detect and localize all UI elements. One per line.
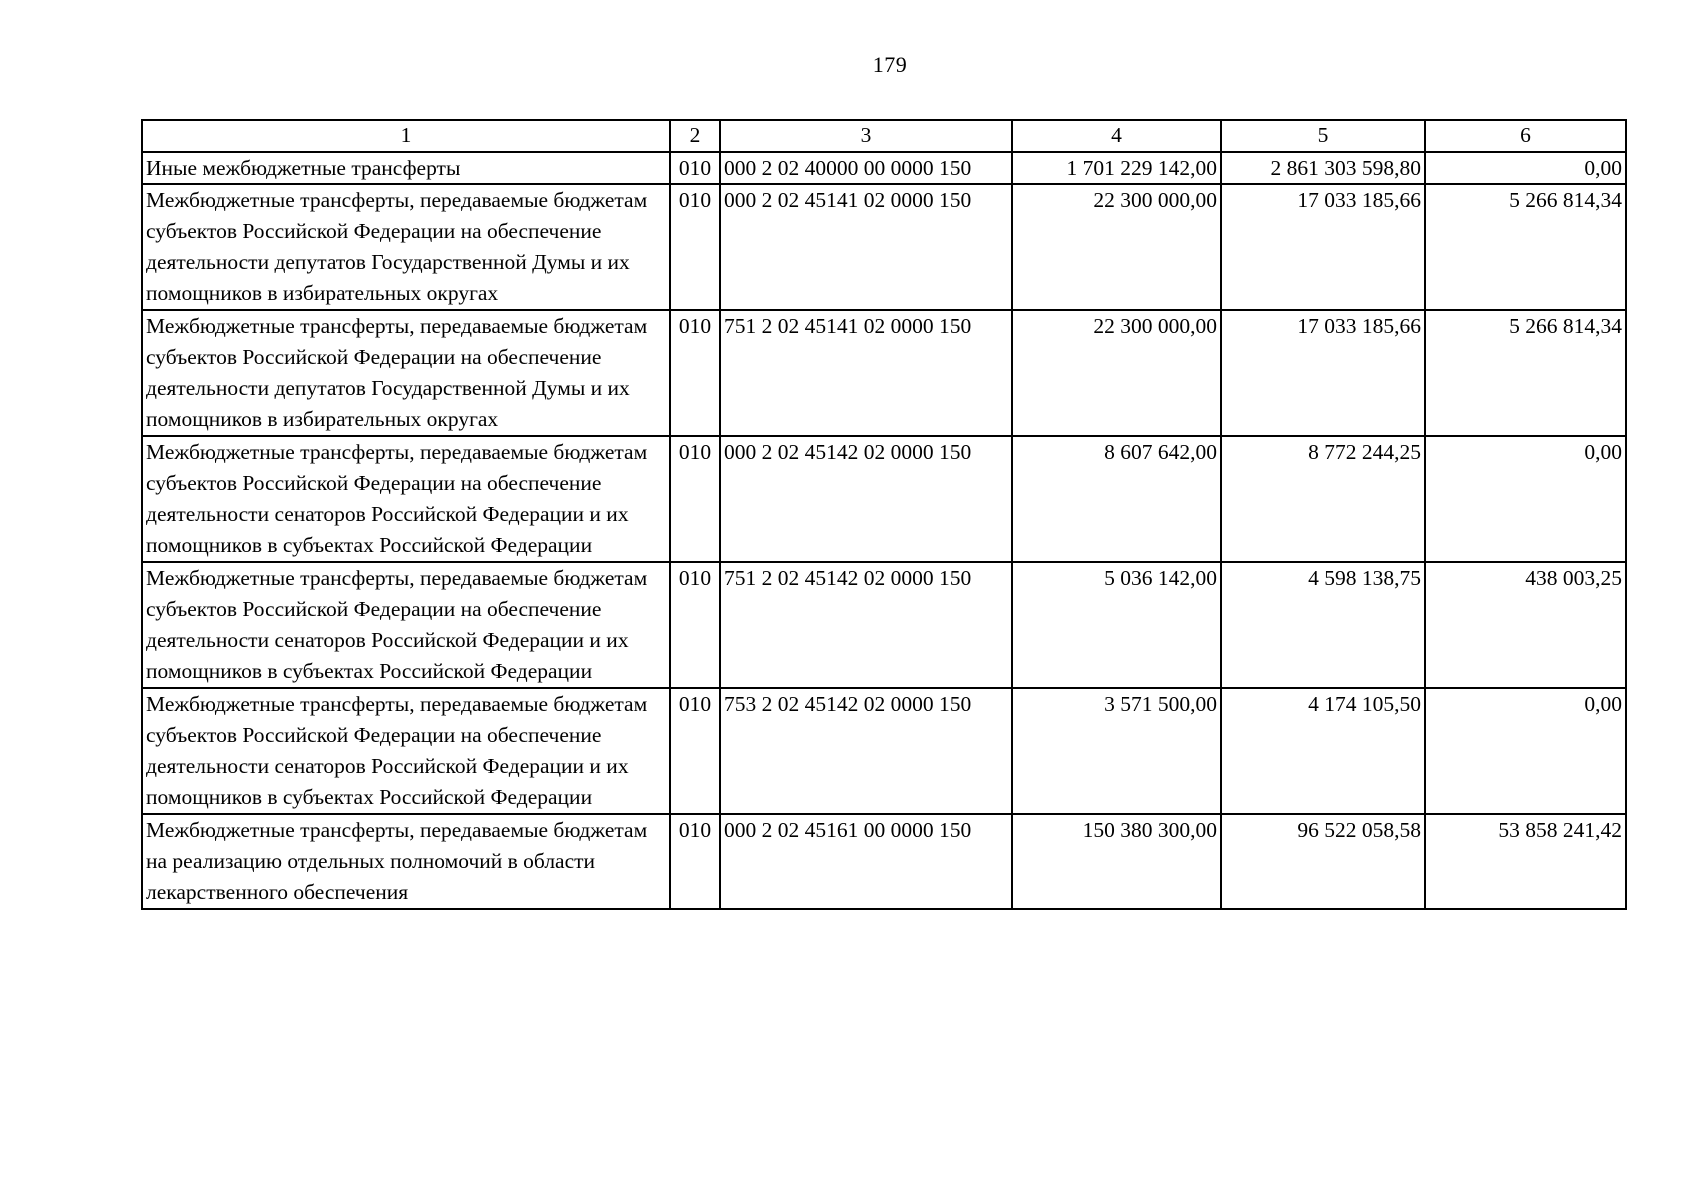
row-col4: 8 607 642,00 (1012, 436, 1221, 562)
page-number: 179 (872, 52, 908, 77)
header-col-4: 4 (1012, 120, 1221, 152)
header-col-2: 2 (670, 120, 720, 152)
row-line-code: 010 (670, 562, 720, 688)
row-line-code: 010 (670, 814, 720, 909)
row-col4: 1 701 229 142,00 (1012, 152, 1221, 184)
row-col4: 3 571 500,00 (1012, 688, 1221, 814)
row-name: Межбюджетные трансферты, передаваемые бюджетам на реализацию отдельных полномочий в области лекарственного обеспечения (142, 814, 670, 909)
row-kbk: 000 2 02 45161 00 0000 150 (720, 814, 1012, 909)
header-col-6: 6 (1425, 120, 1626, 152)
row-col6: 0,00 (1425, 688, 1626, 814)
table-row (142, 562, 1626, 688)
row-col6: 0,00 (1425, 436, 1626, 562)
row-col4: 22 300 000,00 (1012, 310, 1221, 436)
row-line-code: 010 (670, 152, 720, 184)
row-col6: 438 003,25 (1425, 562, 1626, 688)
row-col5: 2 861 303 598,80 (1221, 152, 1425, 184)
row-line-code: 010 (670, 688, 720, 814)
row-name: Межбюджетные трансферты, передаваемые бюджетам субъектов Российской Федерации на обеспечение деятельности сенаторов Российской Федерации и их помощников в субъектах Российской Федерации (142, 688, 670, 814)
row-name: Иные межбюджетные трансферты (142, 152, 670, 184)
row-name: Межбюджетные трансферты, передаваемые бюджетам субъектов Российской Федерации на обеспечение деятельности сенаторов Российской Федерации и их помощников в субъектах Российской Федерации (142, 436, 670, 562)
row-col6: 0,00 (1425, 152, 1626, 184)
header-col-5: 5 (1221, 120, 1425, 152)
row-col5: 17 033 185,66 (1221, 184, 1425, 310)
row-col6: 5 266 814,34 (1425, 184, 1626, 310)
row-col4: 150 380 300,00 (1012, 814, 1221, 909)
table-row (142, 688, 1626, 814)
row-col6: 5 266 814,34 (1425, 310, 1626, 436)
row-kbk: 000 2 02 40000 00 0000 150 (720, 152, 1012, 184)
table-row (142, 814, 1626, 909)
row-line-code: 010 (670, 436, 720, 562)
row-col5: 4 174 105,50 (1221, 688, 1425, 814)
header-row (142, 120, 1626, 152)
row-kbk: 751 2 02 45142 02 0000 150 (720, 562, 1012, 688)
table-row (142, 436, 1626, 562)
table-row (142, 310, 1626, 436)
row-kbk: 751 2 02 45141 02 0000 150 (720, 310, 1012, 436)
row-line-code: 010 (670, 310, 720, 436)
row-col6: 53 858 241,42 (1425, 814, 1626, 909)
row-name: Межбюджетные трансферты, передаваемые бюджетам субъектов Российской Федерации на обеспечение деятельности депутатов Государственной Думы и их помощников в избирательных округах (142, 184, 670, 310)
row-kbk: 753 2 02 45142 02 0000 150 (720, 688, 1012, 814)
row-line-code: 010 (670, 184, 720, 310)
row-kbk: 000 2 02 45141 02 0000 150 (720, 184, 1012, 310)
row-col4: 5 036 142,00 (1012, 562, 1221, 688)
budget-table (141, 119, 1627, 910)
row-kbk: 000 2 02 45142 02 0000 150 (720, 436, 1012, 562)
row-col5: 4 598 138,75 (1221, 562, 1425, 688)
table-row (142, 152, 1626, 184)
row-name: Межбюджетные трансферты, передаваемые бюджетам субъектов Российской Федерации на обеспечение деятельности депутатов Государственной Думы и их помощников в избирательных округах (142, 310, 670, 436)
row-col5: 8 772 244,25 (1221, 436, 1425, 562)
header-col-1: 1 (142, 120, 670, 152)
row-col4: 22 300 000,00 (1012, 184, 1221, 310)
row-col5: 96 522 058,58 (1221, 814, 1425, 909)
row-col5: 17 033 185,66 (1221, 310, 1425, 436)
row-name: Межбюджетные трансферты, передаваемые бюджетам субъектов Российской Федерации на обеспечение деятельности сенаторов Российской Федерации и их помощников в субъектах Российской Федерации (142, 562, 670, 688)
header-col-3: 3 (720, 120, 1012, 152)
table-row (142, 184, 1626, 310)
